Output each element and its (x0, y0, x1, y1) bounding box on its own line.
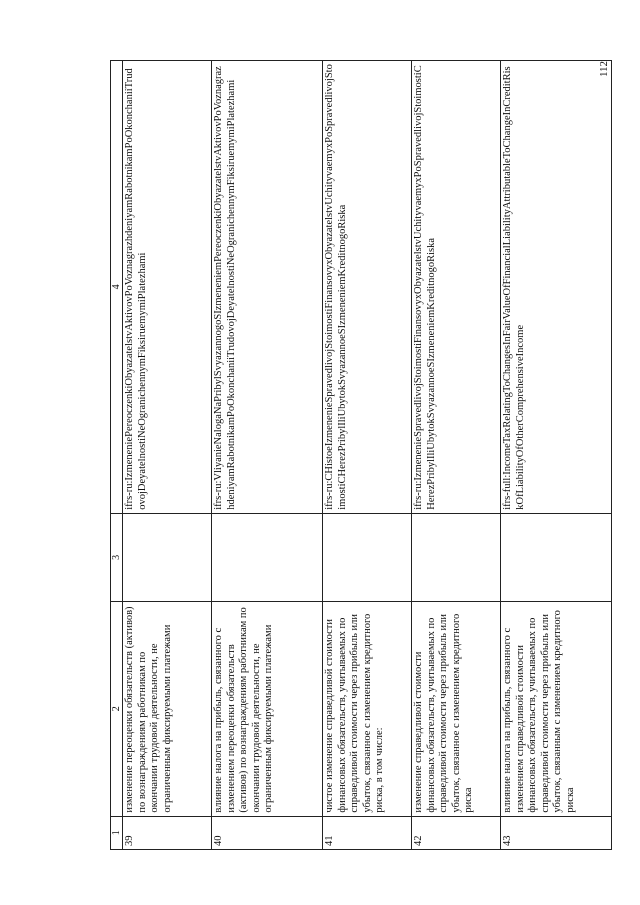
row-col3 (412, 513, 501, 601)
table-row (212, 61, 323, 850)
header-col-3: 3 (111, 513, 123, 601)
row-name: влияние налога на прибыль, связанного с изменением справедливой стоимости финансовых обязательств, учитываемых по справедливой стоимости через прибыль или убыток, связанным с изменением кредитного риска (501, 601, 612, 816)
row-code: ifrs-ru:IzmeneniePereoczenkiObyazatelstvAktivovPoVoznagrazhdeniyamRabotnikamPoOkonchaniiTrudovojDeyatelnostiNeOgranichennymFiksiruemymiPlatezhami (123, 61, 212, 514)
row-number: 40 (212, 816, 323, 849)
row-number: 42 (412, 816, 501, 849)
rotated-page-content (110, 60, 575, 850)
row-col3 (212, 513, 323, 601)
row-code: ifrs-ru:VliyanieNalogaNaPribylSvyazannogoSIzmeneniemPereoczenkiObyazatelstvAktivovPoVoznagrazhdeniyamRabotnikamPoOkonchaniiTrudovojDeyatelnostiNeOgranichennymFiksiruemymiPlatezhami (212, 61, 323, 514)
header-col-4: 4 (111, 61, 123, 514)
row-name: изменение справедливой стоимости финансовых обязательств, учитываемых по справедливой стоимости через прибыль или убыток, связанное с изменением кредитного риска (412, 601, 501, 816)
row-number: 43 (501, 816, 612, 849)
page-number: 112 (598, 60, 610, 78)
taxonomy-table (110, 60, 612, 850)
row-name: влияние налога на прибыль, связанного с изменением переоценки обязательств (активов) по вознаграждениям работникам по окончании трудовой деятельности, не ограниченным фиксируемыми платежами (212, 601, 323, 816)
row-code: ifrs-full:IncomeTaxRelatingToChangesInFairValueOfFinancialLiabilityAttributableToChangeInCreditRiskOfLiabilityOfOtherComprehensiveIncome (501, 61, 612, 514)
row-name: чистое изменение справедливой стоимости финансовых обязательств, учитываемых по справедливой стоимости через прибыль или убыток, связанное с изменением кредитного риска, в том числе: (323, 601, 412, 816)
row-code: ifrs-ru:CHistoeIzmenenieSpravedlivojStoimostiFinansovyxObyazatelstvUchityvaemyxPoSpravedlivojStoimostiCHerezPribylIliUbytokSvyazannoeSIzmeneniemKreditnogoRiska (323, 61, 412, 514)
row-col3 (501, 513, 612, 601)
table-row (123, 61, 212, 850)
row-number: 41 (323, 816, 412, 849)
table-header-row (111, 61, 123, 850)
row-col3 (123, 513, 212, 601)
row-number: 39 (123, 816, 212, 849)
row-code: ifrs-ru:IzmenenieSpravedlivojStoimostiFinansovyxObyazatelstvUchityvaemyxPoSpravedlivojStoimostiCHerezPribylIliUbytokSvyazannoeSIzmeneniemKreditnogoRiska (412, 61, 501, 514)
header-col-1: 1 (111, 816, 123, 849)
table-row (323, 61, 412, 850)
table-row (501, 61, 612, 850)
header-col-2: 2 (111, 601, 123, 816)
row-name: изменение переоценки обязательств (активов) по вознаграждениям работникам по окончании трудовой деятельности, не ограниченным фиксируемыми платежами (123, 601, 212, 816)
table-row (412, 61, 501, 850)
row-col3 (323, 513, 412, 601)
